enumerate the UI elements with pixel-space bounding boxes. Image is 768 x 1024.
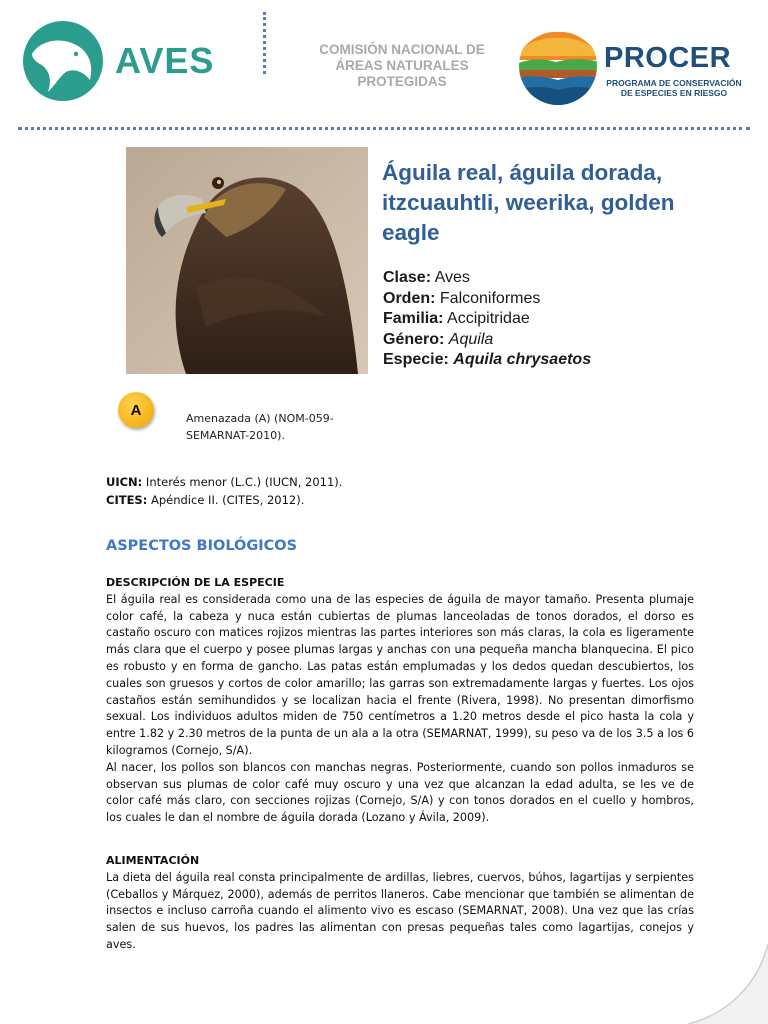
taxonomy-value: Accipitridae <box>447 310 530 327</box>
taxonomy-value: Falconiformes <box>439 289 541 307</box>
taxonomy-value: Aves <box>434 269 470 286</box>
description-section <box>106 575 694 827</box>
taxonomy-label: Género: <box>383 330 445 348</box>
taxonomy-value: Aquila <box>448 330 494 348</box>
food-section <box>106 853 694 954</box>
golden-eagle-photo <box>126 147 368 374</box>
description-heading: DESCRIPCIÓN DE LA ESPECIE <box>106 576 285 589</box>
uicn-value: Interés menor (L.C.) (IUCN, 2011). <box>142 475 343 489</box>
section-heading: ASPECTOS BIOLÓGICOS <box>106 538 298 554</box>
uicn-label: UICN: <box>106 475 143 489</box>
page-curl-decoration <box>688 944 768 1024</box>
uicn-row <box>106 473 342 491</box>
cites-row <box>106 491 342 509</box>
risk-status-badge: A <box>118 392 154 428</box>
risk-status-text: Amenazada (A) (NOM-059-SEMARNAT-2010). <box>186 412 334 442</box>
taxonomy-row-genero <box>383 330 591 351</box>
food-heading: ALIMENTACIÓN <box>106 854 200 867</box>
program-subtitle: PROGRAMA DE CONSERVACIÓN DE ESPECIES EN RIESGO <box>606 78 742 98</box>
procer-landscape-logo-icon <box>516 26 600 106</box>
taxonomy-row-familia <box>383 309 591 330</box>
description-paragraph-1: El águila real es considerada como una de las especies de águila de mayor tamaño. Presenta plumaje color café, la cabeza y nuca están cubiertas de plumas lanceoladas de tonos dorados, el dorso es castaño oscuro con matices rojizos mientras las partes interiores son más claras, la cola es ligeramente más clara que el cuerpo y posee plumas largas y anchas con una pequeña mancha blanquecina. El pico es robusto y en forma de gancho. Las patas están emplumadas y los dedos quedan descubiertos, los cuales son gruesos y cortos de color amarillo; las garras son extremadamente largas y fuertes. Los ojos castaños están semihundidos y se localizan hacia el frente (Rivera, 1998). No presentan dimorfismo sexual. Los individuos adultos miden de 750 centímetros a 1.20 metros desde el pico hasta la cola y entre 1.82 y 2.30 metros de la punta de un ala a la otra (SEMARNAT, 1999), su peso va de los 3.5 a los 6 kilogramos (Cornejo, S/A). <box>106 592 694 757</box>
description-paragraph-2: Al nacer, los pollos son blancos con manchas negras. Posteriormente, cuando son pollos inmaduros se observan sus plumas de color café muy oscuro y una vez que alcanzan la edad adulta, se les ve de color café más claro, con secciones rojizas (Cornejo, S/A) y con tonos dorados en el cuello y hombros, los cuales le dan el nombre de águila dorada (Lozano y Ávila, 2009). <box>106 760 694 825</box>
taxonomy-label: Orden: <box>383 289 436 307</box>
header-divider-horizontal <box>18 127 750 130</box>
taxonomy-label: Especie: <box>383 351 449 368</box>
program-title: PROCER <box>604 42 732 74</box>
cites-value: Apéndice II. (CITES, 2012). <box>147 493 305 507</box>
taxonomy-row-especie <box>383 350 591 371</box>
taxonomy-label: Familia: <box>383 310 444 327</box>
aves-bird-logo-icon <box>22 20 104 102</box>
cites-label: CITES: <box>106 493 148 507</box>
agency-name: COMISIÓN NACIONAL DE ÁREAS NATURALES PROTEGIDAS <box>319 42 485 89</box>
conservation-status <box>106 473 342 509</box>
taxonomy-list <box>383 268 591 371</box>
taxonomy-value: Aquila chrysaetos <box>453 351 592 368</box>
header-divider-vertical <box>263 12 266 74</box>
brand-title: AVES <box>115 40 215 81</box>
taxonomy-label: Clase: <box>383 269 432 286</box>
species-common-names: Águila real, águila dorada, itzcuauhtli, weerika, golden eagle <box>382 160 675 245</box>
taxonomy-row-clase <box>383 268 591 289</box>
taxonomy-row-orden <box>383 289 591 310</box>
food-paragraph-1: La dieta del águila real consta principalmente de ardillas, liebres, cuervos, búhos, lagartijas y serpientes (Ceballos y Márquez, 2000), además de perritos llaneros. Cabe mencionar que también se alimentan de insectos e incluso carroña cuando el alimento vivo es escaso (SEMARNAT, 2008). Una vez que las crías salen de sus huevos, los padres las alimentan con presas pequeñas tales como lagartijas, conejos y aves. <box>106 870 694 951</box>
